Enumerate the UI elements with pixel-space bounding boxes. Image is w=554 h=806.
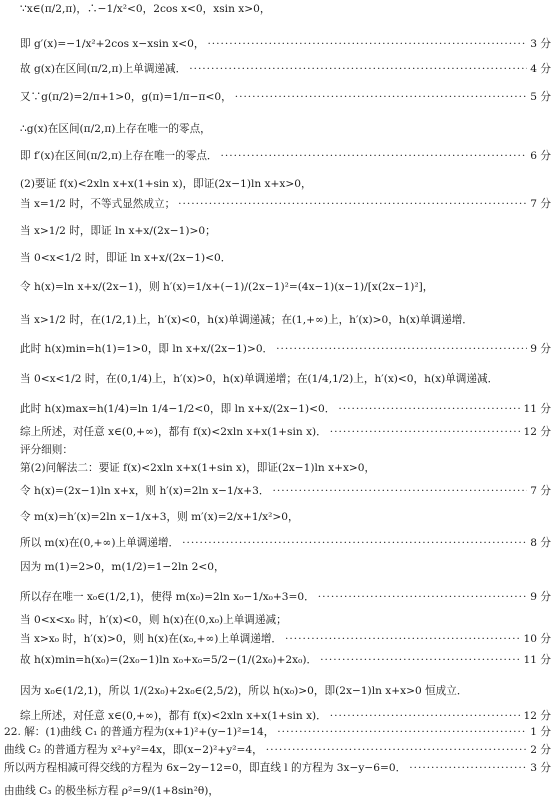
dot-leader	[276, 343, 527, 356]
line-text: (2)要证 f(x)<2xln x+x(1+sin x)，即证(2x−1)ln x+x>0，	[20, 178, 312, 190]
text-line	[0, 225, 554, 238]
score-points: 7 分	[530, 485, 551, 497]
text-line	[0, 343, 554, 356]
score-points: 12 分	[523, 426, 551, 438]
score-points: 6 分	[530, 150, 551, 162]
score-points: 2 分	[530, 744, 551, 756]
score-points: 1 分	[530, 726, 551, 738]
dot-leader	[318, 591, 528, 604]
line-text: 此时 h(x)min=h(1)=1>0，即 ln x+x/(2x−1)>0．	[20, 343, 274, 355]
dot-leader	[266, 744, 528, 757]
line-text: 曲线 C₂ 的普通方程为 x²+y²=4x，即(x−2)²+y²=4，	[4, 744, 263, 756]
line-text: 由曲线 C₃ 的极坐标方程 ρ²=9/(1+8sin²θ)，	[4, 785, 219, 797]
text-line	[0, 426, 554, 439]
score-points: 11 分	[523, 654, 551, 666]
line-text: 又∵g(π/2)=2/π+1>0，g(π)=1/π−π<0，	[20, 91, 232, 103]
text-line	[0, 178, 554, 191]
score-points: 9 分	[530, 343, 551, 355]
line-text: ∴g(x)在区间(π/2,π)上存在唯一的零点，	[20, 123, 211, 135]
dot-leader	[235, 91, 528, 104]
score-points: 10 分	[523, 633, 551, 645]
line-text: 当 0<x<x₀ 时，h′(x)<0，则 h(x)在(0,x₀)上单调递减；	[20, 614, 287, 626]
line-text: 此时 h(x)max=h(1/4)=ln 1/4−1/2<0，即 ln x+x/(2x−1)<0．	[20, 403, 336, 415]
line-text: 当 x>1/2 时，即证 ln x+x/(2x−1)>0；	[20, 225, 216, 237]
text-line	[0, 123, 554, 136]
line-text: 即 f′(x)在区间(π/2,π)上存在唯一的零点．	[20, 150, 218, 162]
line-text: 所以 m(x)在(0,+∞)上单调递增．	[20, 537, 180, 549]
line-text: 因为 x₀∈(1/2,1)，所以 1/(2x₀)+2x₀∈(2,5/2)，所以 h(x₀)>0，即(2x−1)ln x+x>0 恒成立．	[20, 685, 468, 697]
text-line	[0, 403, 554, 416]
text-line	[0, 511, 554, 524]
line-text: 当 0<x<1/2 时，在(0,1/4)上，h′(x)>0，h(x)单调递增；在(1/4,1/2)上，h′(x)<0，h(x)单调递减．	[20, 373, 499, 385]
score-points: 5 分	[530, 91, 551, 103]
dot-leader	[409, 762, 527, 775]
text-line	[0, 561, 554, 574]
text-line	[0, 744, 554, 757]
text-line	[0, 462, 554, 475]
text-line	[0, 614, 554, 627]
text-line	[0, 3, 554, 16]
dot-leader	[178, 198, 527, 211]
text-line	[0, 198, 554, 211]
dot-leader	[330, 710, 521, 723]
text-line	[0, 591, 554, 604]
text-line	[0, 726, 554, 739]
line-text: 令 h(x)=(2x−1)ln x+x，则 h′(x)=2ln x−1/x+3．	[20, 485, 270, 497]
score-points: 3 分	[530, 762, 551, 774]
score-points: 9 分	[530, 591, 551, 603]
score-points: 7 分	[530, 198, 551, 210]
text-line	[0, 373, 554, 386]
text-line	[0, 537, 554, 550]
dot-leader	[320, 654, 520, 667]
text-line	[0, 485, 554, 498]
text-line	[0, 654, 554, 667]
text-line	[0, 762, 554, 775]
dot-leader	[221, 150, 528, 163]
text-line	[0, 38, 554, 51]
line-text: 当 x=1/2 时，不等式显然成立；	[20, 198, 176, 210]
text-line	[0, 710, 554, 723]
line-text: 当 x>x₀ 时，h′(x)>0，则 h(x)在(x₀,+∞)上单调递增．	[20, 633, 283, 645]
text-line	[0, 314, 554, 327]
dot-leader	[277, 726, 527, 739]
line-text: 当 0<x<1/2 时，即证 ln x+x/(2x−1)<0．	[20, 252, 232, 264]
line-text: 评分细则：	[20, 444, 73, 456]
text-line	[0, 444, 554, 457]
text-line	[0, 685, 554, 698]
text-line	[0, 91, 554, 104]
line-text: 令 h(x)=ln x+x/(2x−1)，则 h′(x)=1/x+(−1)/(2x−1)²=(4x−1)(x−1)/[x(2x−1)²]，	[20, 281, 434, 293]
text-line	[0, 63, 554, 76]
dot-leader	[330, 426, 521, 439]
line-text: 22. 解：(1)曲线 C₁ 的普通方程为(x+1)²+(y−1)²=14，	[4, 726, 275, 738]
text-line	[0, 785, 554, 798]
dot-leader	[207, 38, 527, 51]
line-text: 所以两方程相减可得交线的方程为 6x−2y−12=0，即直线 l 的方程为 3x−y−6=0．	[4, 762, 407, 774]
line-text: 第(2)问解法二：要证 f(x)<2xln x+x(1+sin x)，即证(2x−1)ln x+x>0，	[20, 462, 376, 474]
dot-leader	[182, 537, 527, 550]
text-line	[0, 252, 554, 265]
score-points: 8 分	[530, 537, 551, 549]
dot-leader	[272, 485, 527, 498]
dot-leader	[189, 63, 527, 76]
line-text: 故 g(x)在区间(π/2,π)上单调递减．	[20, 63, 187, 75]
text-line	[0, 633, 554, 646]
line-text: 即 g′(x)=−1/x²+2cos x−xsin x<0，	[20, 38, 205, 50]
text-line	[0, 281, 554, 294]
line-text: 综上所述，对任意 x∈(0,+∞)，都有 f(x)<2xln x+x(1+sin x)．	[20, 426, 327, 438]
line-text: 当 x>1/2 时，在(1/2,1)上，h′(x)<0，h(x)单调递减；在(1,+∞)上，h′(x)>0，h(x)单调递增．	[20, 314, 473, 326]
score-points: 3 分	[530, 38, 551, 50]
score-points: 12 分	[523, 710, 551, 722]
text-line	[0, 150, 554, 163]
line-text: 所以存在唯一 x₀∈(1/2,1)，使得 m(x₀)=2ln x₀−1/x₀+3=0．	[20, 591, 315, 603]
line-text: ∵x∈(π/2,π)，∴−1/x²<0，2cos x<0，xsin x>0，	[20, 3, 271, 15]
line-text: 综上所述，对任意 x∈(0,+∞)，都有 f(x)<2xln x+x(1+sin x)．	[20, 710, 327, 722]
dot-leader	[338, 403, 520, 416]
line-text: 故 h(x)min=h(x₀)=(2x₀−1)ln x₀+x₀=5/2−(1/(2x₀)+2x₀)．	[20, 654, 318, 666]
score-points: 11 分	[523, 403, 551, 415]
line-text: 因为 m(1)=2>0，m(1/2)=1−2ln 2<0，	[20, 561, 225, 573]
line-text: 令 m(x)=h′(x)=2ln x−1/x+3，则 m′(x)=2/x+1/x²>0，	[20, 511, 299, 523]
dot-leader	[285, 633, 521, 646]
score-points: 4 分	[530, 63, 551, 75]
